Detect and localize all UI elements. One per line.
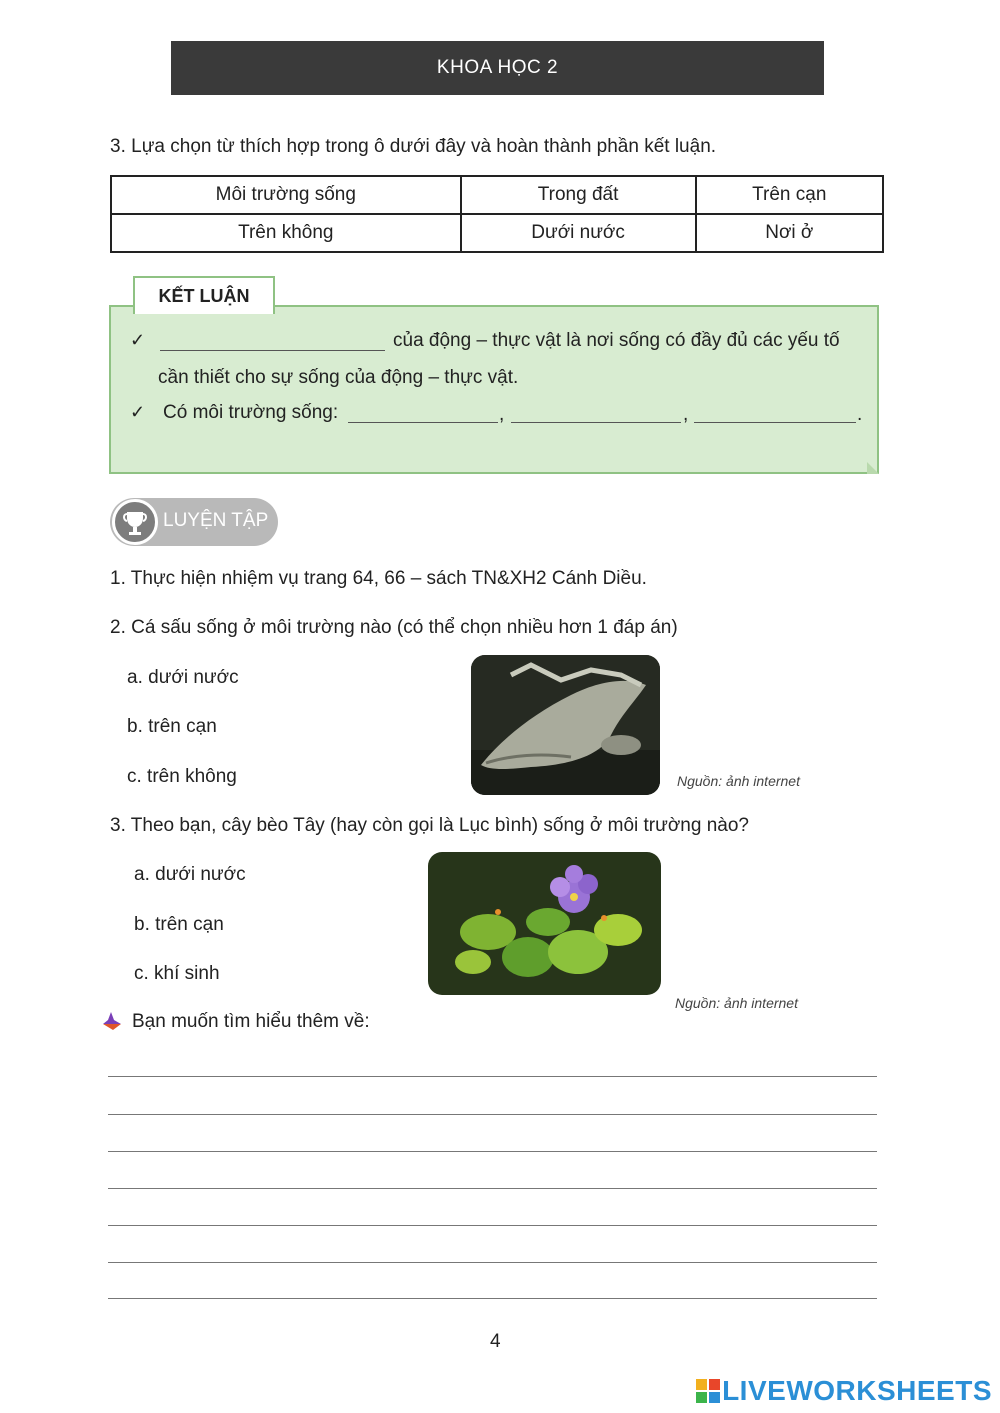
- page-number: 4: [490, 1331, 501, 1352]
- table-cell: Trong đất: [461, 176, 696, 214]
- answer-option[interactable]: a. dưới nước: [134, 864, 246, 885]
- writing-line[interactable]: [108, 1151, 877, 1152]
- answer-option[interactable]: c. khí sinh: [134, 963, 220, 984]
- comma: ,: [683, 404, 689, 425]
- answer-option[interactable]: c. trên không: [127, 766, 237, 787]
- liveworksheets-icon: [696, 1379, 720, 1403]
- practice-badge-label: LUYỆN TẬP: [163, 510, 269, 531]
- writing-line[interactable]: [108, 1225, 877, 1226]
- writing-line[interactable]: [108, 1262, 877, 1263]
- image-credit: Nguồn: ảnh internet: [675, 995, 798, 1011]
- checkmark-icon: ✓: [130, 402, 146, 422]
- checkmark-icon: ✓: [130, 330, 146, 350]
- table-cell: Trên không: [111, 214, 461, 252]
- header-title: KHOA HỌC 2: [436, 57, 559, 78]
- writing-line[interactable]: [108, 1114, 877, 1115]
- image-credit: Nguồn: ảnh internet: [677, 773, 800, 789]
- answer-option[interactable]: a. dưới nước: [127, 667, 239, 688]
- conclusion-line-1: của động – thực vật là nơi sống có đầy đủ các yếu tố: [393, 330, 840, 351]
- conclusion-line-1-cont: cần thiết cho sự sống của động – thực vật.: [158, 367, 519, 388]
- period: .: [857, 404, 863, 425]
- blank-input-4[interactable]: [694, 404, 856, 423]
- table-cell: Nơi ở: [696, 214, 883, 252]
- page-fold-decoration: [867, 462, 879, 474]
- conclusion-title: KẾT LUẬN: [158, 285, 250, 306]
- comma: ,: [499, 404, 505, 425]
- crocodile-photo: [471, 655, 660, 795]
- blank-input-3[interactable]: [511, 404, 681, 423]
- page-header: [171, 41, 824, 95]
- liveworksheets-logo: [696, 1375, 992, 1407]
- writing-line[interactable]: [108, 1298, 877, 1299]
- practice-question-2: 2. Cá sấu sống ở môi trường nào (có thể chọn nhiều hơn 1 đáp án): [110, 617, 678, 638]
- table-cell: Môi trường sống: [111, 176, 461, 214]
- blank-input-1[interactable]: [160, 330, 385, 351]
- table-row: [111, 214, 883, 252]
- question-3-intro: 3. Lựa chọn từ thích hợp trong ô dưới đây và hoàn thành phần kết luận.: [110, 136, 717, 157]
- writing-line[interactable]: [108, 1076, 877, 1077]
- pin-icon: [101, 1012, 123, 1037]
- conclusion-line-2: Có môi trường sống:: [163, 402, 339, 423]
- answer-option[interactable]: b. trên cạn: [134, 914, 224, 935]
- learn-more-prompt: Bạn muốn tìm hiểu thêm về:: [132, 1011, 370, 1032]
- practice-question-1: 1. Thực hiện nhiệm vụ trang 64, 66 – sách TN&XH2 Cánh Diều.: [110, 568, 647, 589]
- conclusion-tab: [133, 276, 275, 314]
- brand-text: LIVEWORKSHEETS: [722, 1375, 992, 1406]
- table-cell: Trên cạn: [696, 176, 883, 214]
- writing-line[interactable]: [108, 1188, 877, 1189]
- trophy-icon: [112, 499, 158, 545]
- blank-input-2[interactable]: [348, 404, 498, 423]
- word-choice-table: [110, 175, 884, 253]
- answer-option[interactable]: b. trên cạn: [127, 716, 217, 737]
- practice-question-3: 3. Theo bạn, cây bèo Tây (hay còn gọi là Lục bình) sống ở môi trường nào?: [110, 815, 749, 836]
- table-row: [111, 176, 883, 214]
- table-cell: Dưới nước: [461, 214, 696, 252]
- water-hyacinth-photo: [428, 852, 661, 995]
